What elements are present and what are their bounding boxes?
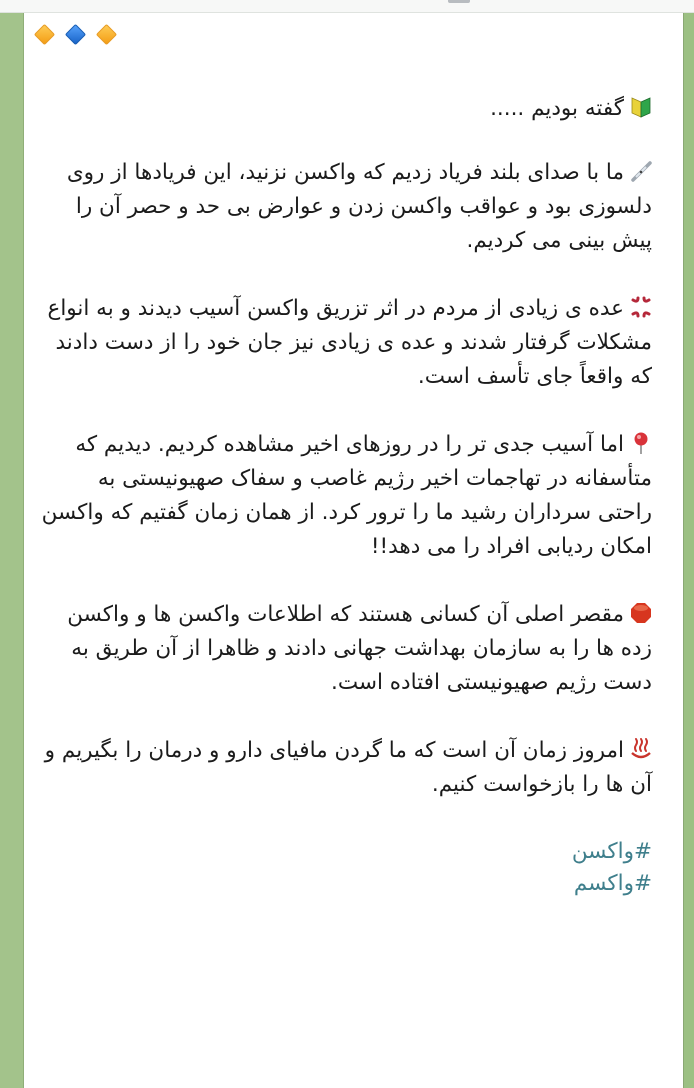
paragraph-2 — [40, 292, 652, 394]
message-text — [40, 92, 652, 900]
diamond-decoration — [33, 23, 118, 46]
hashtag-link[interactable]: #واکسن — [571, 839, 652, 864]
orange-diamond-icon — [96, 24, 117, 45]
paragraph-2-text: عده ی زیادی از مردم در اثر تزریق واکسن آسیب دیدند و به انواع مشکلات گرفتار شدند و عده ی زیادی نیز جان خود را از دست دادند که واقعاً جای تأسف است. — [47, 296, 652, 389]
stop-sign-icon — [630, 601, 652, 625]
top-strip — [0, 0, 694, 13]
anger-symbol-icon — [630, 295, 652, 319]
paragraph-4 — [40, 598, 652, 700]
tab-indicator — [448, 0, 470, 3]
blue-diamond-icon — [65, 24, 86, 45]
paragraph-5-text: امروز زمان آن است که ما گردن مافیای دارو و درمان را بگیریم و آن ها را بازخواست کنیم. — [44, 738, 652, 797]
hot-springs-icon — [630, 737, 652, 761]
paragraph-4-text: مقصر اصلی آن کسانی هستند که اطلاعات واکسن ها و واکسن زده ها را به سازمان بهداشت جهانی دادند و ظاهرا از آن طریق به دست رژیم صهیونیستی افتاده است. — [67, 602, 652, 695]
paragraph-1-text: ما با صدای بلند فریاد زدیم که واکسن نزنید، این فریادها از روی دلسوزی بود و عواقب واکسن زدن و عوارض بی حد و حصر آن را پیش بینی می کردیم. — [66, 160, 652, 253]
paragraph-1 — [40, 156, 652, 258]
orange-diamond-icon — [34, 24, 55, 45]
paragraph-3 — [40, 428, 652, 564]
hashtag-list — [40, 836, 652, 900]
beginner-badge-icon — [630, 95, 652, 119]
syringe-icon — [630, 159, 652, 183]
title-text: گفته بودیم ..... — [490, 96, 624, 121]
paragraph-3-text: اما آسیب جدی تر را در روزهای اخیر مشاهده کردیم. دیدیم که متأسفانه در تهاجمات اخیر رژیم غاصب و سفاک صهیونیستی به راحتی سرداران رشید ما را ترور کرد. از همان زمان گفتیم که واکسن امکان ردیابی افراد را می دهد!! — [41, 432, 652, 559]
message-title — [40, 92, 652, 126]
hashtag-link[interactable]: #واکسم — [573, 871, 652, 896]
chat-background-edge — [683, 13, 694, 1088]
round-pushpin-icon — [630, 431, 652, 455]
paragraph-5 — [40, 734, 652, 802]
